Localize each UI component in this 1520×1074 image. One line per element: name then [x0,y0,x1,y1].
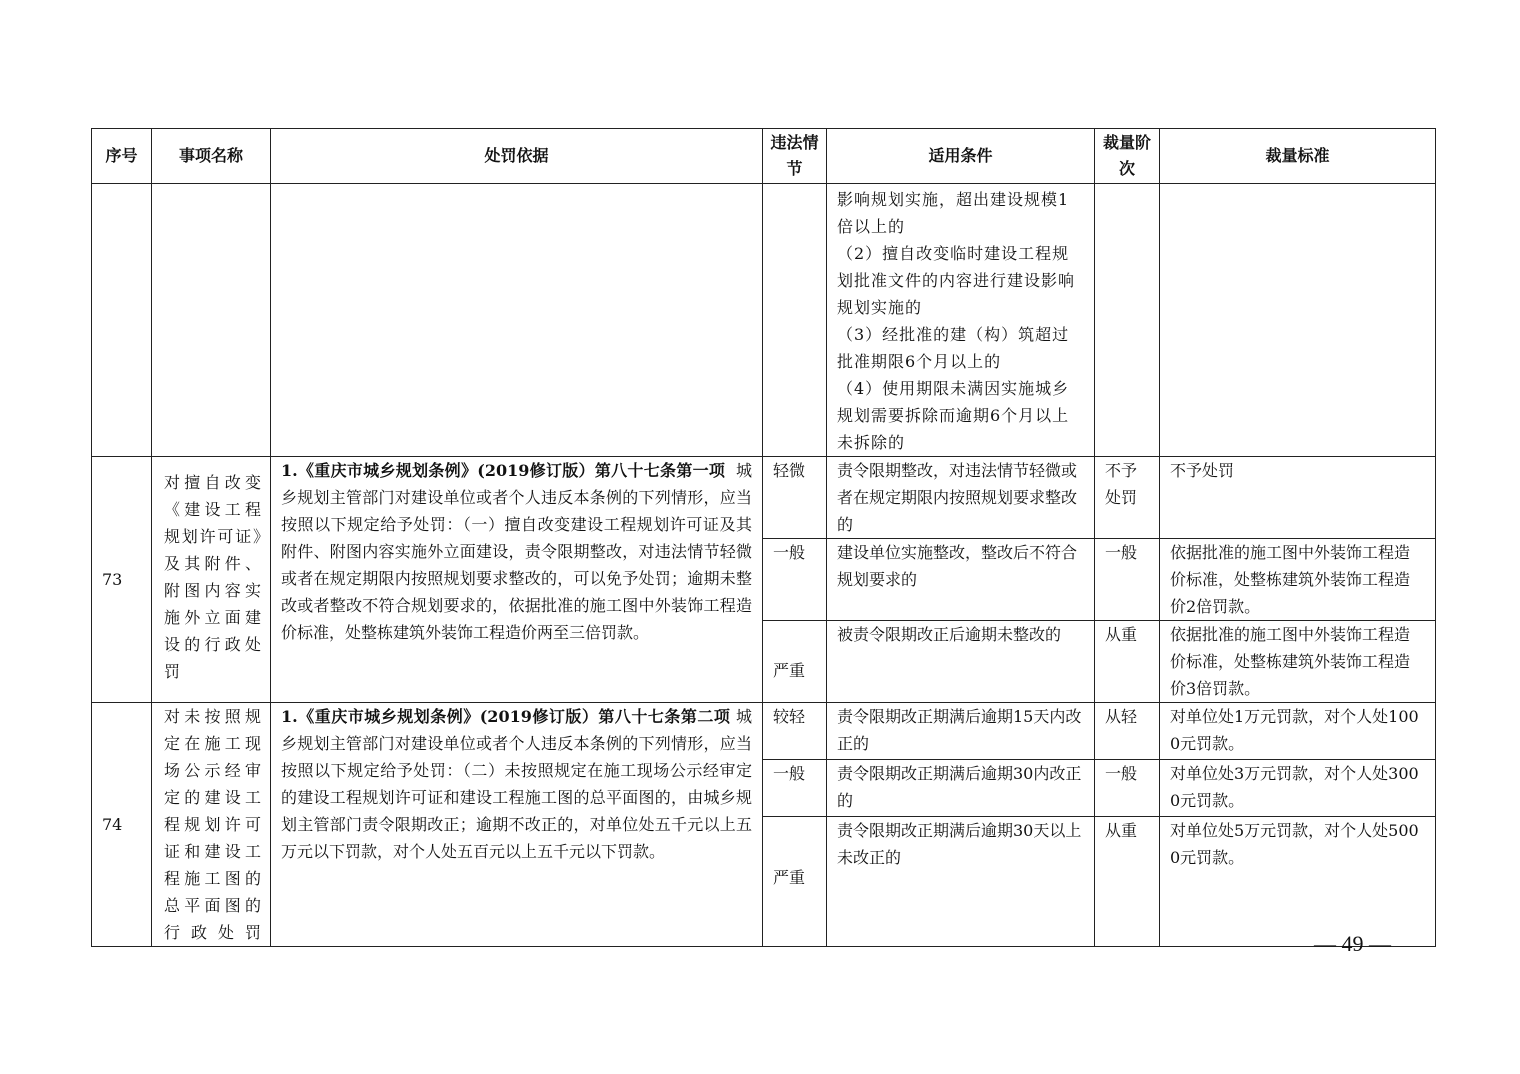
header-no: 序号 [92,129,152,184]
row-basis [271,457,763,703]
cont-condition: 影响规划实施，超出建设规模1倍以上的 （2）擅自改变临时建设工程规划批准文件的内容进行建设影响规划实施的 （3）经批准的建（构）筑超过批准期限6个月以上的 （4）使用期限未满因实施城乡规划需要拆除而逾期6个月以上未拆除的 [827,184,1095,457]
sub-severity: 严重 [763,621,827,703]
sub-standard: 不予处罚 [1160,457,1436,539]
table-row [92,457,1436,539]
row-basis [271,703,763,947]
row-item-name: 对擅自改变《建设工程规划许可证》及其附件、附图内容实施外立面建设的行政处罚 [152,457,271,703]
sub-level: 一般 [1095,539,1160,621]
sub-level: 不予处罚 [1095,457,1160,539]
sub-standard: 对单位处5万元罚款，对个人处5000元罚款。 [1160,817,1436,947]
basis-body: 城乡规划主管部门对建设单位或者个人违反本条例的下列情形，应当按照以下规定给予处罚：（二）未按照规定在施工现场公示经审定的建设工程规划许可证和建设工程施工图的总平面图的，由城乡规划主管部门责令限期改正；逾期不改正的，对单位处五千元以上五万元以下罚款，对个人处五百元以上五千元以下罚款。 [281,707,752,861]
basis-head: 1.《重庆市城乡规划条例》(2019修订版）第八十七条第二项 [281,707,731,726]
sub-condition: 建设单位实施整改，整改后不符合规划要求的 [827,539,1095,621]
basis-head: 1.《重庆市城乡规划条例》(2019修订版）第八十七条第一项 [281,461,726,480]
sub-severity: 轻微 [763,457,827,539]
header-severity: 违法情节 [763,129,827,184]
sub-level: 从轻 [1095,703,1160,760]
sub-severity: 一般 [763,760,827,817]
header-row [92,129,1436,184]
cont-item [152,184,271,457]
sub-condition: 责令限期改正期满后逾期15天内改正的 [827,703,1095,760]
sub-condition: 责令限期改正期满后逾期30内改正的 [827,760,1095,817]
sub-standard: 依据批准的施工图中外装饰工程造价标准，处整栋建筑外装饰工程造价2倍罚款。 [1160,539,1436,621]
cont-standard [1160,184,1436,457]
sub-severity: 严重 [763,817,827,947]
cont-no [92,184,152,457]
sub-condition: 责令限期整改，对违法情节轻微或者在规定期限内按照规划要求整改的 [827,457,1095,539]
cont-severity [763,184,827,457]
row-item-name: 对未按照规定在施工现场公示经审定的建设工程规划许可证和建设工程施工图的总平面图的行政处罚 [152,703,271,947]
sub-standard: 依据批准的施工图中外装饰工程造价标准，处整栋建筑外装饰工程造价3倍罚款。 [1160,621,1436,703]
sub-level: 一般 [1095,760,1160,817]
header-basis: 处罚依据 [271,129,763,184]
sub-severity: 较轻 [763,703,827,760]
header-condition: 适用条件 [827,129,1095,184]
sub-severity: 一般 [763,539,827,621]
header-item: 事项名称 [152,129,271,184]
sub-level: 从重 [1095,621,1160,703]
continuation-row [92,184,1436,457]
penalty-table [91,128,1436,947]
header-level: 裁量阶次 [1095,129,1160,184]
page-number: — 49 — [1314,931,1391,956]
sub-level: 从重 [1095,817,1160,947]
sub-condition: 责令限期改正期满后逾期30天以上未改正的 [827,817,1095,947]
cont-basis [271,184,763,457]
row-no: 73 [92,457,152,703]
sub-condition: 被责令限期改正后逾期未整改的 [827,621,1095,703]
header-standard: 裁量标准 [1160,129,1436,184]
table-row [92,703,1436,760]
basis-body: 城乡规划主管部门对建设单位或者个人违反本条例的下列情形，应当按照以下规定给予处罚：（一）擅自改变建设工程规划许可证及其附件、附图内容实施外立面建设，责令限期整改，对违法情节轻微或者在规定期限内按照规划要求整改的，可以免予处罚；逾期未整改或者整改不符合规划要求的，依据批准的施工图中外装饰工程造价标准，处整栋建筑外装饰工程造价两至三倍罚款。 [281,461,752,642]
sub-standard: 对单位处1万元罚款，对个人处1000元罚款。 [1160,703,1436,760]
cont-level [1095,184,1160,457]
sub-standard: 对单位处3万元罚款，对个人处3000元罚款。 [1160,760,1436,817]
row-no: 74 [92,703,152,947]
